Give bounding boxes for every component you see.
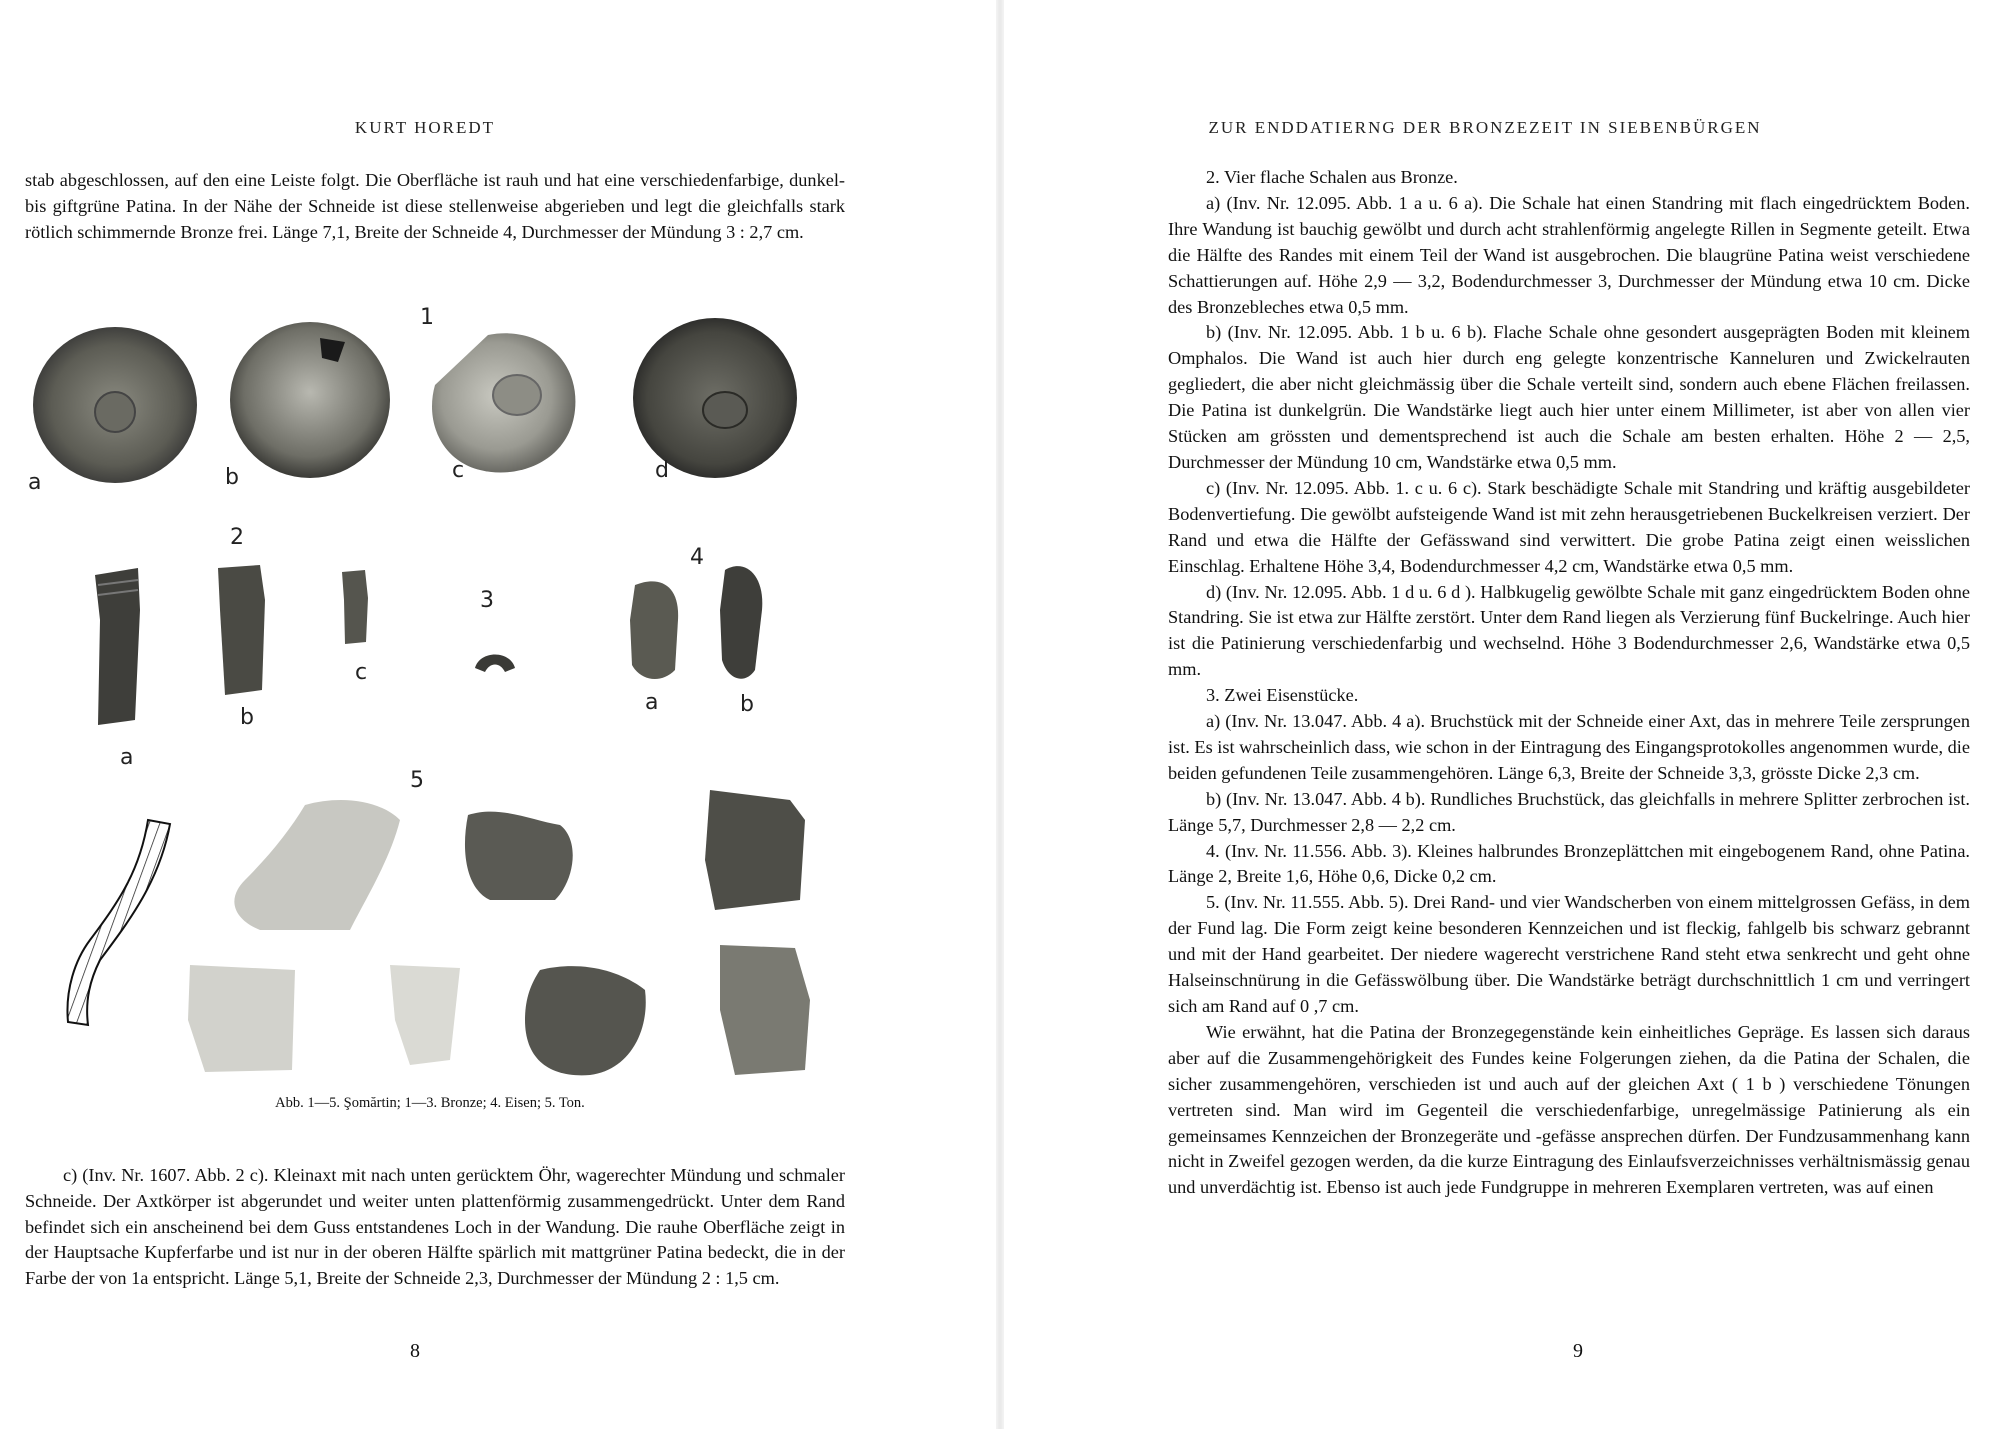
paragraph: Wie erwähnt, hat die Patina der Bronzegegenstände kein einheitliches Gepräge. Es lassen sich daraus aber auf die Zusammengehörigkeit des Fundes keine Folgerungen ziehen, da die Patina der Schalen, die sicher zusammengehören, verschieden ist und auch auf der gleichen Axt ( 1 b ) verschiedene Tönungen vertreten sind. Man wird im Gegenteil die verschiedenfarbige, unregelmässige Patinierung als ein gemeinsames Kennzeichen der Bronzegeräte und -gefässe ansprechen dürfen. Der Fundzusammenhang kann nicht in Zweifel gezogen werden, da die kurze Eintragung des Einlaufsverzeichnisses verhältnismässig genau und unverdächtig ist. Ebenso ist auch jede Fundgruppe in mehreren Exemplaren vertreten, was auf einen [1168, 1021, 1970, 1198]
sherd-5 [390, 965, 460, 1065]
paragraph: 2. Vier flache Schalen aus Bronze. [1206, 167, 1458, 187]
book-gutter [996, 0, 1004, 1429]
left-top-paragraph: stab abgeschlossen, auf den eine Leiste folgt. Die Oberfläche ist rauh und hat eine verschiedenfarbige, dunkel- bis giftgrüne Patina. In der Nähe der Schneide ist diese stellenweise abgerieben und legt die gleichfalls stark rötlich schimmernde Bronze frei. Länge 7,1, Breite der Schneide 4, Durchmesser der Mündung 3 : 2,7 cm. [25, 170, 845, 242]
figure-photographs [20, 300, 840, 1090]
bowl-1b [230, 322, 390, 478]
bowl-1c [432, 333, 575, 472]
label-group-4: 4 [690, 545, 704, 570]
sherd-profile-drawing [67, 820, 170, 1025]
page-number-right: 9 [1573, 1340, 1583, 1362]
plate-3 [475, 655, 515, 673]
sherd-3 [705, 790, 805, 910]
left-bottom-text [25, 1163, 845, 1292]
right-page [1005, 0, 2000, 1429]
right-main-text [1168, 165, 1970, 1201]
label-4a: a [645, 690, 659, 715]
sherd-1 [234, 800, 400, 930]
paragraph: b) (Inv. Nr. 12.095. Abb. 1 b u. 6 b). Flache Schale ohne gesondert ausgeprägten Boden mit kleinem Omphalos. Die Wand ist auch hier durch eng gelegte konzentrische Kanneluren und Zwickelrauten gegliedert, die aber nicht gleichmässig über die Schale verteilt sind, sondern auch ebene Flächen freilassen. Die Patina ist dunkelgrün. Die Wandstärke liegt auch hier unter einem Millimeter, ist aber von allen vier Stücken am grössten und dementsprechend ist auch die Schale am besten erhalten. Höhe 2 — 2,5, Durchmesser der Mündung 10 cm, Wandstärke etwa 0,5 mm. [1168, 322, 1970, 472]
figure-plate [20, 300, 840, 1110]
label-4b: b [740, 692, 754, 717]
axe-2c [342, 570, 368, 644]
paragraph: a) (Inv. Nr. 13.047. Abb. 4 a). Bruchstück mit der Schneide einer Axt, das in mehrere Teile zersprungen ist. Es ist wahrscheinlich dass, wie schon in der Eintragung des Eingangsprotokolles angenommen wurde, die beiden gefundenen Teile zusammengehören. Länge 6,3, Breite der Schneide 3,3, grösste Dicke 2,3 cm. [1168, 711, 1970, 783]
label-2c: c [355, 660, 368, 685]
label-group-3: 3 [480, 588, 494, 613]
axe-2a [95, 568, 140, 725]
left-bottom-paragraph: c) (Inv. Nr. 1607. Abb. 2 c). Kleinaxt mit nach unten gerücktem Öhr, wagerechter Mündung und schmaler Schneide. Der Axtkörper ist abgerundet und weiter unten plattenförmig zusammengedrückt. Unter dem Rand befindet sich ein anscheinend bei dem Guss entstandenes Loch in der Wandung. Die rauhe Oberfläche zeigt in der Hauptsache Kupferfarbe und ist nur in der oberen Hälfte spärlich mit mattgrüner Patina bedeckt, die in der Farbe der von 1a entspricht. Länge 5,1, Breite der Schneide 2,3, Durchmesser der Mündung 2 : 1,5 cm. [25, 1165, 845, 1289]
figure-caption: Abb. 1—5. Şomărtin; 1—3. Bronze; 4. Eisen; 5. Ton. [275, 1095, 585, 1111]
label-group-1: 1 [420, 305, 434, 330]
label-1a: a [28, 470, 42, 495]
sherd-6 [525, 966, 646, 1075]
label-group-2: 2 [230, 525, 244, 550]
sherd-2 [465, 812, 573, 900]
paragraph: 5. (Inv. Nr. 11.555. Abb. 5). Drei Rand- und vier Wandscherben von einem mittelgrossen Gefäss, in dem der Fund lag. Die Form zeigt keine besonderen Kennzeichen und ist fleckig, fahlgelb bis schwarz gebrannt und mit der Hand gearbeitet. Der niedere wagerecht verstrichene Rand steht etwa senkrecht und geht ohne Halseinschnürung in die Gefässwölbung über. Die Wandstärke beträgt durchschnittlich 1 cm und verringert sich am Rand auf 0 ,7 cm. [1168, 892, 1970, 1016]
paragraph: b) (Inv. Nr. 13.047. Abb. 4 b). Rundliches Bruchstück, das gleichfalls in mehrere Splitter zerbrochen ist. Länge 5,7, Durchmesser 2,8 — 2,2 cm. [1168, 788, 1970, 835]
label-1b: b [225, 465, 239, 490]
label-1d: d [655, 458, 669, 483]
bowl-1a [33, 327, 197, 483]
running-head-right: ZUR ENDDATIERNG DER BRONZEZEIT IN SIEBENBÜRGEN [1208, 118, 1762, 137]
iron-4b [720, 566, 762, 679]
running-head-left: KURT HOREDT [354, 118, 496, 137]
paragraph: 4. (Inv. Nr. 11.556. Abb. 3). Kleines halbrundes Bronzeplättchen mit eingebogenem Rand, ohne Patina. Länge 2, Breite 1,6, Höhe 0,6, Dicke 0,2 cm. [1168, 840, 1970, 887]
paragraph: d) (Inv. Nr. 12.095. Abb. 1 d u. 6 d ). Halbkugelig gewölbte Schale mit ganz eingedrücktem Boden ohne Standring. Sie ist etwa zur Hälfte zerstört. Unter dem Rand liegen als Verzierung fünf Buckelringe. Auch hier ist die Patinierung verschiedenfarbig und wechselnd. Höhe 3 Bodendurchmesser 2,6, Wandstärke etwa 0,5 mm. [1168, 581, 1970, 680]
sherd-7 [720, 945, 810, 1075]
iron-4a [630, 581, 678, 679]
sherd-4 [188, 965, 295, 1072]
label-group-5: 5 [410, 768, 424, 793]
page-number-left: 8 [410, 1340, 420, 1362]
label-2b: b [240, 705, 254, 730]
paragraph: c) (Inv. Nr. 12.095. Abb. 1. c u. 6 c). Stark beschädigte Schale mit Standring und kräftig ausgebildeter Bodenvertiefung. Die gewölbt aufsteigende Wand ist mit zehn herausgetriebenen Buckelkreisen verziert. Der Rand und etwa die Hälfte der Gefässwand sind verwittert. Die grobe Patina zeigt einen weisslichen Einschlag. Erhaltene Höhe 3,4, Bodendurchmesser 4,2 cm, Wandstärke etwa 0,5 mm. [1168, 477, 1970, 576]
label-1c: c [452, 458, 465, 483]
paragraph: 3. Zwei Eisenstücke. [1206, 685, 1359, 706]
bowl-1d [633, 318, 797, 478]
axe-2b [218, 565, 265, 695]
paragraph: a) (Inv. Nr. 12.095. Abb. 1 a u. 6 a). Die Schale hat einen Standring mit flach eingedrücktem Boden. Ihre Wandung ist bauchig gewölbt und durch acht strahlenförmig angelegte Rillen in Segmente geteilt. Etwa die Hälfte des Randes mit einem Teil der Wand ist ausgebrochen. Die blaugrüne Patina weist verschiedene Schattierungen auf. Höhe 2,9 — 3,2, Bodendurchmesser 3, Durchmesser der Mündung etwa 10 cm. Dicke des Bronzebleches etwa 0,5 mm. [1168, 192, 1970, 317]
label-2a: a [120, 745, 134, 770]
left-top-text [25, 168, 845, 245]
left-page [0, 0, 995, 1429]
